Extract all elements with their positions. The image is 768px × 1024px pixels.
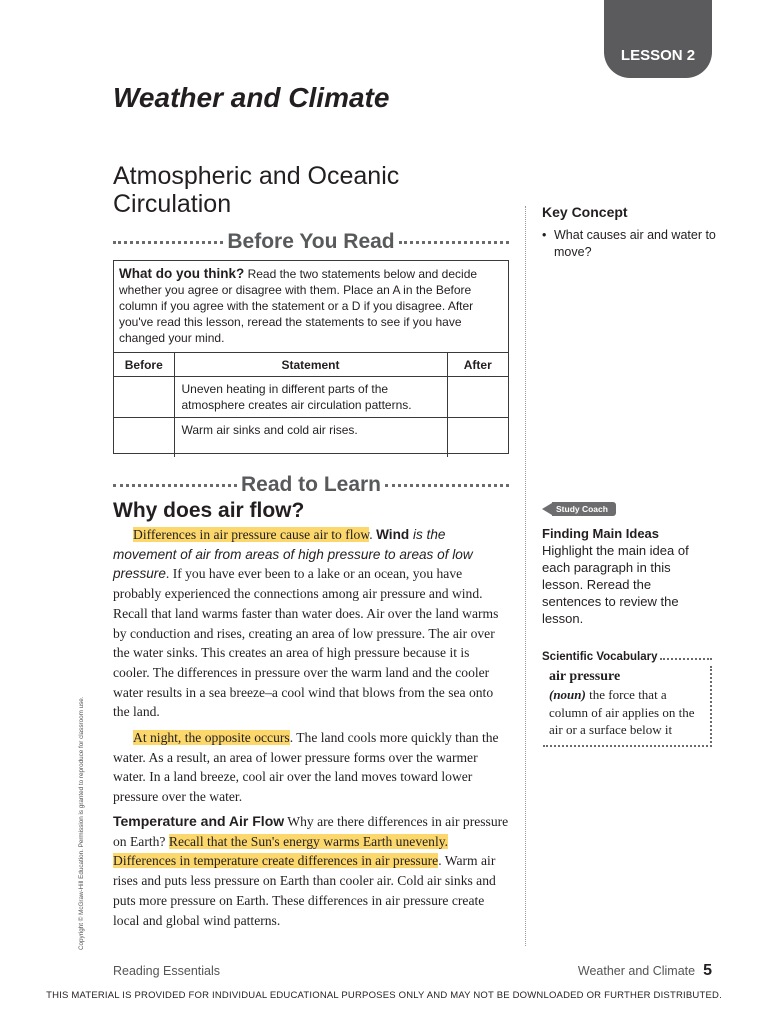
lesson-title: Atmospheric and Oceanic Circulation [113,162,400,218]
dotted-rule [385,484,509,487]
highlighted-main-idea: At night, the opposite occurs [133,730,290,745]
paragraph-1 [113,525,509,722]
finding-main-ideas [542,525,712,627]
anticipation-guide [113,260,509,454]
key-concept-box [542,204,722,261]
bullet-icon: • [542,228,547,242]
study-coach-badge [542,502,616,516]
copyright-notice: Copyright © McGraw-Hill Education. Permission is granted to reproduce for classroom use. [78,696,85,950]
col-header-statement: Statement [174,353,447,377]
definition-text: the force that a column of air applies on the air or a surface below it [549,687,695,737]
highlighted-main-idea: Differences in temperature create differences in air pressure [113,853,439,869]
table-header-row [114,353,508,377]
vocab-term-wind: Wind [376,527,410,542]
table-row [114,377,508,418]
section-title: Why does air flow? [113,499,305,522]
main-ideas-text: Highlight the main idea of each paragraph in this lesson. Reread the sentences to review the lesson. [542,543,689,626]
lesson-tab-label: LESSON 2 [620,47,696,64]
distribution-disclaimer: THIS MATERIAL IS PROVIDED FOR INDIVIDUAL EDUCATIONAL PURPOSES ONLY AND MAY NOT BE DOWNLOADED OR FURTHER DISTRIBUTED. [46,990,722,1001]
highlighted-main-idea: Differences in air pressure cause air to flow [133,527,370,542]
wind-definition: is the movement of air from areas of high pressure to areas of low pressure [113,527,473,582]
footer-book-title: Reading Essentials [113,964,221,978]
statement-cell: Warm air sinks and cold air rises. [174,418,447,457]
page-number: 5 [703,962,712,979]
think-prompt [114,261,508,352]
dotted-rule [113,241,223,244]
dotted-rule [660,658,712,660]
dotted-rule [113,484,237,487]
paragraph-2-text: . The land cools more quickly than the water. As a result, an area of lower pressure forms over the warmer water. In a land breeze, cool air over the land moves toward lower pressure over the water. [113,730,499,805]
think-prompt-text: Read the two statements below and decide whether you agree or disagree with them. Place an A in the Before column if you agree with the statement or a D if you disagree. After you've read this lesson, reread the statements to see if you have changed your mind. [119,267,478,345]
paragraph-3 [113,812,509,930]
punctuation: . [369,527,377,542]
after-cell[interactable] [447,377,508,418]
paragraph-1-text: . If you have ever been to a lake or an ocean, you have probably experienced the connections among air pressure and wind. Recall that land warms faster than water does. Air over the land warms by conduction and rises, creating an area of low pressure. The air over the water sinks. This creates an area of high pressure because it is cooler. The differences in pressure over the warm land and the cooler water results in a sea breeze–a cool wind that blows from the sea onto the land. [113,566,499,720]
read-to-learn-header [113,473,509,497]
footer-chapter-title: Weather and Climate [577,964,696,978]
table-row [114,418,508,457]
key-concept-question: What causes air and water to move? [554,228,716,259]
dotted-rule [399,241,509,244]
paragraph-3-text: . Warm air rises and puts less pressure on Earth than cooler air. Cold air sinks and puts more pressure on Earth. These differences in air pressure create local and global wind patterns. [113,853,496,928]
vocab-heading: Scientific Vocabulary [542,651,658,663]
before-you-read-header [113,230,509,254]
vocab-header [542,651,712,663]
after-cell[interactable] [447,418,508,457]
think-prompt-title: What do you think? [119,266,245,281]
paragraph-2 [113,728,509,807]
highlighted-main-idea: Recall that the Sun's energy warms Earth unevenly. [168,833,449,849]
scientific-vocabulary [542,651,712,747]
key-concept-title: Key Concept [542,204,628,220]
column-divider [525,206,526,946]
main-ideas-title: Finding Main Ideas [542,526,660,541]
read-to-learn-heading: Read to Learn [240,473,382,496]
chapter-title: Weather and Climate [113,82,390,113]
before-cell[interactable] [114,418,174,457]
lesson-tab [604,0,712,78]
study-coach-label: Study Coach [552,502,616,516]
pencil-icon [542,503,552,515]
statement-table [114,352,508,457]
statement-cell: Uneven heating in different parts of the atmosphere creates air circulation patterns. [174,377,447,418]
before-you-read-heading: Before You Read [227,230,395,253]
vocab-term: air pressure [549,669,621,684]
col-header-before: Before [114,353,174,377]
before-cell[interactable] [114,377,174,418]
part-of-speech: (noun) [549,687,586,702]
vocab-entry [543,666,712,747]
vocab-definition [549,686,704,739]
col-header-after: After [447,353,508,377]
footer-chapter [578,962,712,980]
key-concept-item [542,227,722,261]
subhead-temperature-air-flow: Temperature and Air Flow [113,813,285,829]
paragraph-3-intro: Why are there differences in air pressure on Earth? [113,814,509,849]
